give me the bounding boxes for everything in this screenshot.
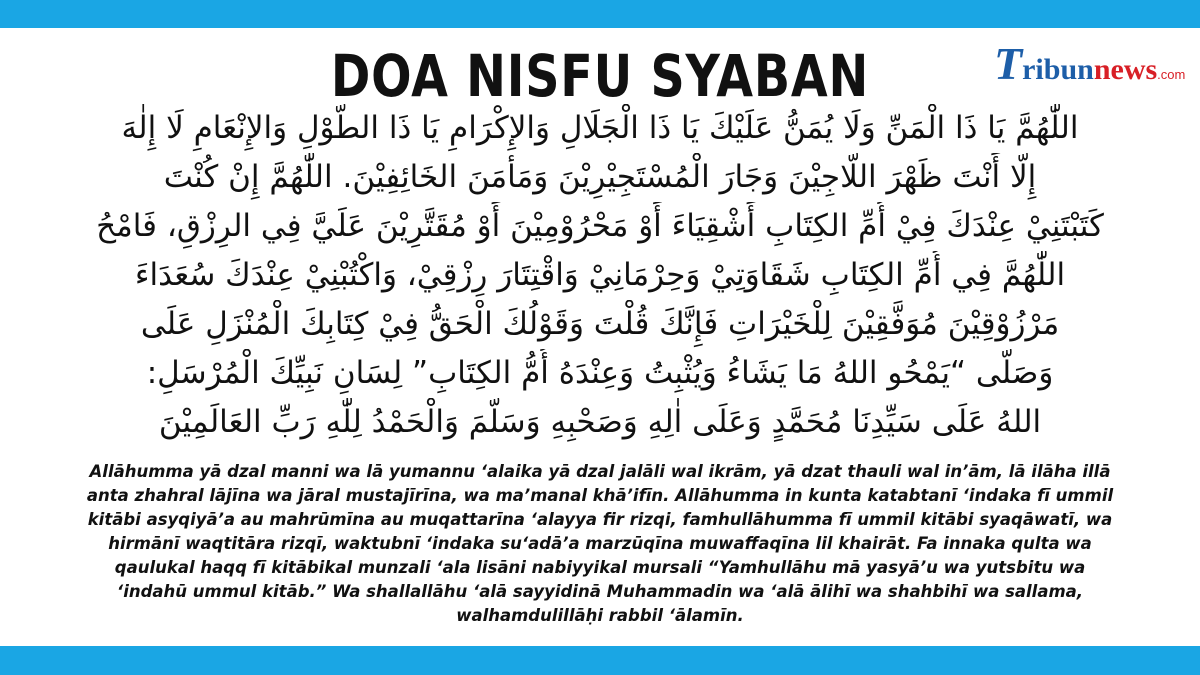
top-color-band (0, 0, 1200, 28)
arabic-line-6: وَصَلَّى “يَمْحُو اللهُ مَا يَشَاءُ وَيُثْبِتُ وَعِنْدَهُ أُمُّ الكِتَابِ” لِسَانِ نَبِيِّكَ الْمُرْسَلِ: (146, 355, 1054, 391)
arabic-line-2: إِلَّا أَنْتَ ظَهْرَ اللَّاجِيْنَ وَجَارَ الْمُسْتَجِيْرِيْنَ وَمَأْمَنَ الخَائِفِيْنَ. اللّٰهُمَّ إِنْ كُنْتَ (163, 159, 1037, 195)
latin-line-1: Allāhumma yā dzal manni wa lā yumannu ‘alaika yā dzal jalāli wal ikrām, yā dzat thauli wal in’ām, lā ilāha illā (89, 462, 1111, 481)
bottom-color-band (0, 646, 1200, 675)
arabic-line-5: مَرْزُوْقِيْنَ مُوَفَّقِيْنَ لِلْخَيْرَاتِ فَإِنَّكَ قُلْتَ وَقَوْلُكَ الْحَقُّ فِيْ كِتَابِكَ الْمُنْزَلِ عَلَى (140, 306, 1060, 342)
latin-line-2: anta zhahral lājīna wa jāral mustajīrīna, wa ma’manal khā’ifīn. Allāhumma in kunta katabtanī ‘indaka fī ummil (86, 486, 1114, 505)
latin-line-7: walhamdulillāḥi rabbil ‘ālamīn. (456, 606, 744, 625)
arabic-line-1: اللّٰهُمَّ يَا ذَا الْمَنِّ وَلَا يُمَنُّ عَلَيْكَ يَا ذَا الْجَلَالِ وَالإِكْرَامِ يَا ذَا الطَّوْلِ وَالإِنْعَامِ لَا إِلٰهَ (121, 110, 1079, 146)
logo-letter-t: T (994, 38, 1023, 89)
arabic-prayer-text (80, 104, 1120, 454)
arabic-line-3: كَتَبْتَنِيْ عِنْدَكَ فِيْ أُمِّ الكِتَابِ أَشْقِيَاءَ أَوْ مَحْرُوْمِيْنَ أَوْ مُقَتَّرِيْنَ عَلَيَّ فِي الرِزْقِ، فَامْحُ (96, 208, 1104, 244)
tribunnews-logo (994, 38, 1190, 89)
logo-text-news: news (1093, 53, 1158, 86)
latin-line-5: qaulukal haqq fī kitābikal munzali ‘ala lisāni nabiyyikal mursali “Yamhullāhu mā yasyā’u wa yutsbitu wa (114, 558, 1086, 577)
latin-line-3: kitābi asyqiyā’a au mahrūmīna au muqattarīna ‘alayya fir rizqi, famhullāhumma fī ummil kitābi syaqāwatī, wa (87, 510, 1113, 529)
page-title: DOA NISFU SYABAN (330, 42, 870, 110)
latin-transliteration (6, 460, 1194, 628)
logo-text-ribun: ribun (1022, 53, 1094, 86)
logo-text-com: .com (1157, 67, 1186, 82)
arabic-line-7: اللهُ عَلَى سَيِّدِنَا مُحَمَّدٍ وَعَلَى اٰلِهِ وَصَحْبِهِ وَسَلَّمَ وَالْحَمْدُ لِلّٰهِ رَبِّ العَالَمِيْنَ (158, 404, 1042, 440)
latin-line-6: ‘indahū ummul kitāb.” Wa shallallāhu ‘alā sayyidinā Muhammadin wa ‘alā ālihī wa shahbihī wa sallama, (116, 582, 1084, 601)
latin-line-4: hirmānī waqtitāra rizqī, waktubnī ‘indaka su‘adā’a marzūqīna muwaffaqīna lil khairāt. Fa innaka qulta wa (108, 534, 1092, 553)
arabic-line-4: اللّٰهُمَّ فِي أُمِّ الكِتَابِ شَقَاوَتِيْ وَحِرْمَانِيْ وَاقْتِتَارَ رِزْقِيْ، وَاكْتُبْنِيْ عِنْدَكَ سُعَدَاءَ (134, 257, 1066, 293)
